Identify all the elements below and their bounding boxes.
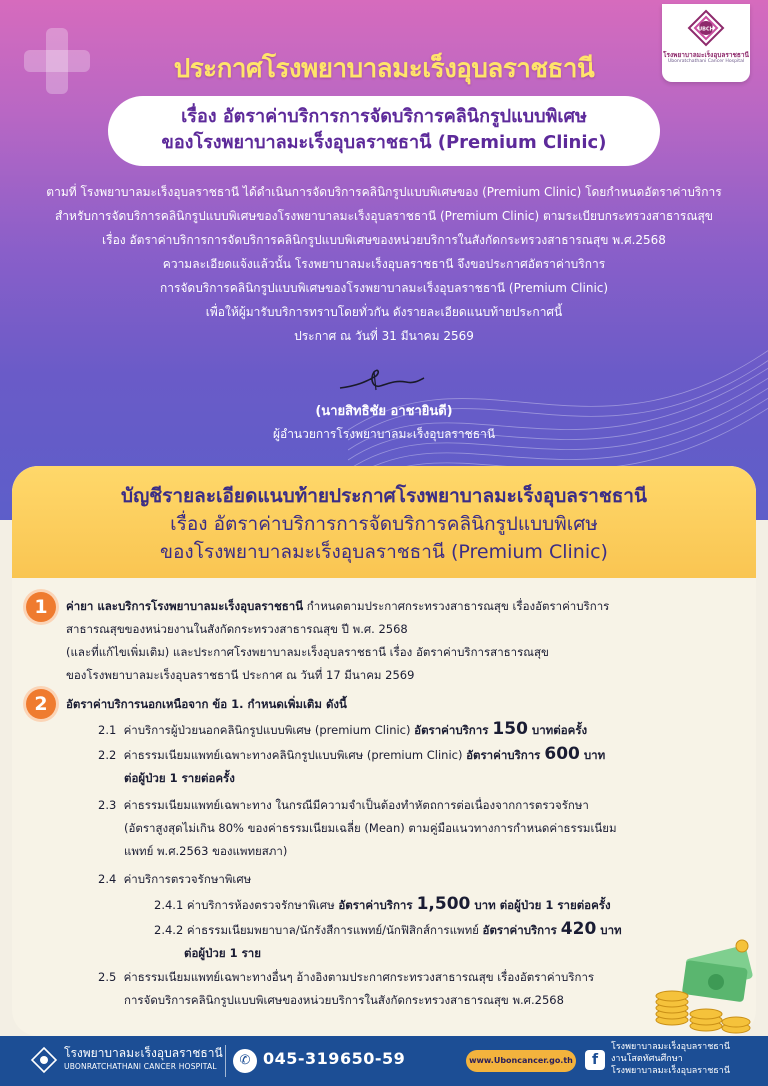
card-header — [12, 466, 756, 578]
facebook-icon[interactable]: f — [585, 1050, 605, 1070]
hospital-logo-icon — [30, 1046, 58, 1074]
rate-amount: 150 — [492, 719, 528, 739]
rate-amount: 420 — [560, 919, 597, 939]
rate-amount: 600 — [544, 744, 580, 764]
announcement-line: ความละเอียดแจ้งแล้วนั้น โรงพยาบาลมะเร็งอุบลราชธานี จึงขอประกาศอัตราค่าบริการ — [162, 257, 606, 271]
logo-name-en: Ubonratchathani Cancer Hospital — [667, 59, 745, 64]
item-2-2: 2.2 ค่าธรรมเนียมแพทย์เฉพาะทางคลินิกรูปแบบพิเศษ (premium Clinic) อัตราค่าบริการ 600 บาท ต่อผู้ป่วย 1 รายต่อครั้ง — [98, 744, 606, 785]
item-2-4-1: 2.4.1 ค่าบริการห้องตรวจรักษาพิเศษ อัตราค่าบริการ 1,500 บาท ต่อผู้ป่วย 1 รายต่อครั้ง — [154, 894, 611, 914]
phone-number[interactable]: 045-319650-59 — [263, 1049, 406, 1068]
item-2-3: 2.3 ค่าธรรมเนียมแพทย์เฉพาะทาง ในกรณีมีความจำเป็นต้องทำหัตถการต่อเนื่องจากการตรวจรักษา (อัตราสูงสุดไม่เกิน 80% ของค่าธรรมเนียมเฉลี่ย (Mean) ตามคู่มือแนวทางการกำหนดค่าธรรมเนียม แพทย์ พ.ศ.2563 ของแพทยสภา) — [98, 798, 617, 858]
section-1-text: ของโรงพยาบาลมะเร็งอุบลราชธานี ประกาศ ณ วันที่ 17 มีนาคม 2569 — [66, 668, 415, 682]
card-subtitle-2: ของโรงพยาบาลมะเร็งอุบลราชธานี (Premium Clinic) — [160, 541, 608, 563]
section-1-text: กำหนดตามประกาศกระทรวงสาธารณสุข เรื่องอัตราค่าบริการ — [303, 599, 610, 613]
announcement-line: ตามที่ โรงพยาบาลมะเร็งอุบลราชธานี ได้ดำเนินการจัดบริการคลินิกรูปแบบพิเศษของ (Premium Clinic) โดยกำหนดอัตราค่าบริการ — [46, 185, 722, 199]
signature-image — [336, 362, 426, 396]
footer-divider — [225, 1045, 226, 1077]
section-1 — [66, 595, 706, 687]
announcement-line: เพื่อให้ผู้มารับบริการทราบโดยทั่วกัน ดังรายละเอียดแนบท้ายประกาศนี้ — [205, 305, 563, 319]
item-2-5: 2.5 ค่าธรรมเนียมแพทย์เฉพาะทางอื่นๆ อ้างอิงตามประกาศกระทรวงสาธารณสุข เรื่องอัตราค่าบริการ การจัดบริการคลินิกรูปแบบพิเศษของหน่วยบริการในสังกัดกระทรวงสาธารณสุข พ.ศ.2568 — [98, 970, 595, 1007]
announcement-date: ประกาศ ณ วันที่ 31 มีนาคม 2569 — [294, 329, 474, 343]
facebook-page[interactable]: โรงพยาบาลมะเร็งอุบลราชธานี งานโสตทัศนศึกษา โรงพยาบาลมะเร็งอุบลราชธานี — [611, 1042, 731, 1076]
announcement-line: สำหรับการจัดบริการคลินิกรูปแบบพิเศษของโรงพยาบาลมะเร็งอุบลราชธานี (Premium Clinic) ตามระเบียบกระทรวงสาธารณสุข — [54, 209, 713, 223]
website-link[interactable]: www.Uboncancer.go.th — [466, 1050, 576, 1072]
section-2-heading: อัตราค่าบริการนอกเหนือจาก ข้อ 1. กำหนดเพิ่มเติม ดังนี้ — [66, 697, 347, 711]
section-1-heading: ค่ายา และบริการโรงพยาบาลมะเร็งอุบลราชธานี — [66, 599, 304, 613]
footer-bar — [0, 1036, 768, 1086]
item-2-4: 2.4 ค่าบริการตรวจรักษาพิเศษ — [98, 872, 252, 886]
item-2-1: 2.1 ค่าบริการผู้ป่วยนอกคลินิกรูปแบบพิเศษ (premium Clinic) อัตราค่าบริการ 150 บาทต่อครั้ง — [98, 719, 588, 739]
section-1-text: (และที่แก้ไขเพิ่มเติม) และประกาศโรงพยาบาลมะเร็งอุบลราชธานี เรื่อง อัตราค่าบริการสาธารณสุข — [66, 645, 549, 659]
announcement-line: การจัดบริการคลินิกรูปแบบพิเศษของโรงพยาบาลมะเร็งอุบลราชธานี (Premium Clinic) — [159, 281, 609, 295]
subject-box — [108, 96, 660, 166]
footer-hospital-name: โรงพยาบาลมะเร็งอุบลราชธานี — [64, 1046, 223, 1060]
money-coins-icon — [638, 938, 758, 1038]
card-title: บัญชีรายละเอียดแนบท้ายประกาศโรงพยาบาลมะเร็งอุบลราชธานี — [121, 485, 647, 507]
logo-badge-text: UBCH — [698, 26, 714, 33]
subject-line-1: เรื่อง อัตราค่าบริการการจัดบริการคลินิกรูปแบบพิเศษ — [181, 106, 587, 127]
announcement-line: เรื่อง อัตราค่าบริการการจัดบริการคลินิกรูปแบบพิเศษของหน่วยบริการในสังกัดกระทรวงสาธารณสุข พ.ศ.2568 — [102, 233, 666, 247]
footer-hospital-name-en: UBONRATCHATHANI CANCER HOSPITAL — [64, 1062, 217, 1071]
phone-icon: ✆ — [233, 1049, 257, 1073]
card-subtitle-1: เรื่อง อัตราค่าบริการการจัดบริการคลินิกรูปแบบพิเศษ — [170, 513, 598, 535]
rate-amount: 1,500 — [416, 894, 471, 914]
page-title: ประกาศโรงพยาบาลมะเร็งอุบลราชธานี — [173, 54, 595, 84]
announcement-text — [14, 180, 754, 348]
logo-name-th: โรงพยาบาลมะเร็งอุบลราชธานี — [663, 51, 749, 59]
subject-line-2: ของโรงพยาบาลมะเร็งอุบลราชธานี (Premium Clinic) — [161, 132, 607, 153]
section-1-text: สาธารณสุขของหน่วยงานในสังกัดกระทรวงสาธารณสุข ปี พ.ศ. 2568 — [66, 622, 408, 636]
section-number-badge: 1 — [26, 592, 56, 622]
logo-emblem-icon — [686, 8, 726, 48]
signer-title: ผู้อำนวยการโรงพยาบาลมะเร็งอุบลราชธานี — [272, 427, 496, 441]
section-number-badge: 2 — [26, 689, 56, 719]
signer-name: (นายสิทธิชัย อาชายินดี) — [315, 404, 453, 419]
item-2-4-2: 2.4.2 ค่าธรรมเนียมพยาบาล/นักรังสีการแพทย์/นักฟิสิกส์การแพทย์ อัตราค่าบริการ 420 บาท ต่อผู้ป่วย 1 ราย — [154, 919, 622, 960]
